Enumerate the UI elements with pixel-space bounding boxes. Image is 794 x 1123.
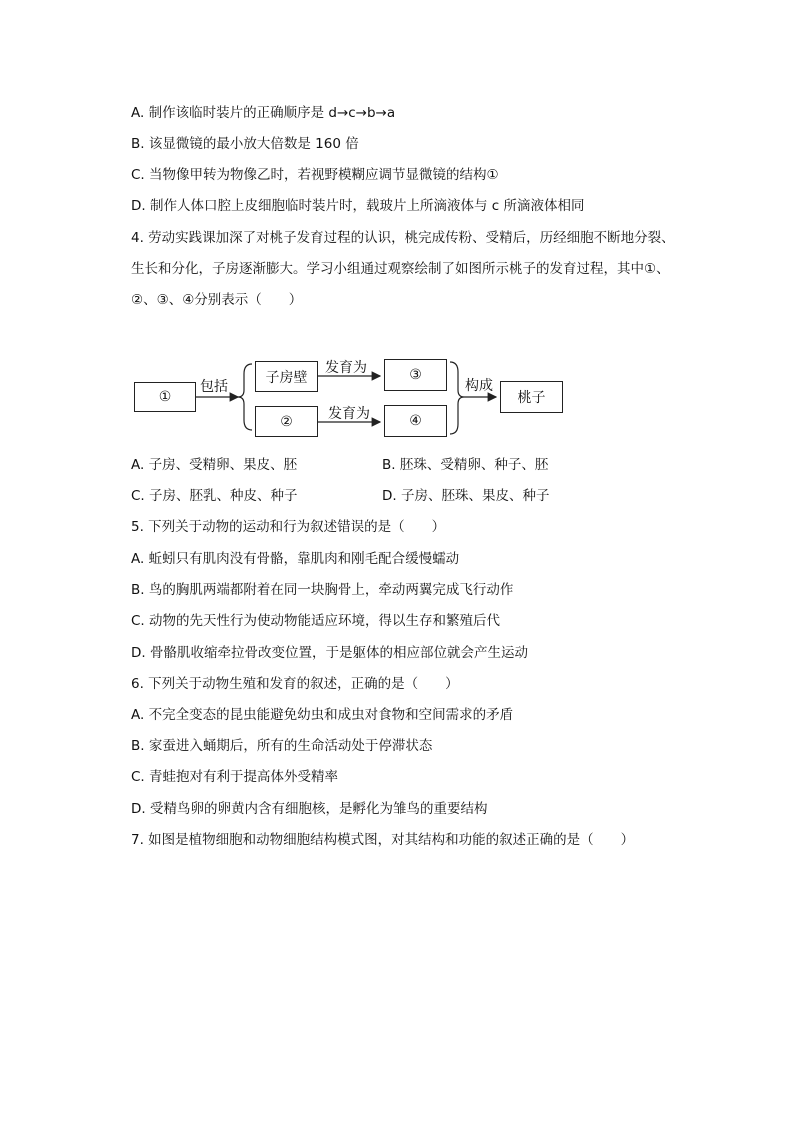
q6-option-b: B. 家蚕进入蛹期后，所有的生命活动处于停滞状态 — [131, 738, 433, 754]
develop-label-bottom: 发育为 — [328, 406, 370, 422]
q4-option-b: B. 胚珠、受精卵、种子、胚 — [382, 457, 549, 473]
q5-option-d: D. 骨骼肌收缩牵拉骨改变位置，于是躯体的相应部位就会产生运动 — [131, 645, 528, 661]
box-2: ② — [255, 406, 318, 437]
include-label: 包括 — [200, 379, 228, 395]
left-brace — [238, 364, 252, 430]
box-4: ④ — [384, 405, 447, 437]
q4-option-a: A. 子房、受精卵、果皮、胚 — [131, 457, 298, 473]
q5-stem: 5. 下列关于动物的运动和行为叙述错误的是（ ） — [131, 519, 446, 535]
q6-option-d: D. 受精鸟卵的卵黄内含有细胞核，是孵化为雏鸟的重要结构 — [131, 801, 488, 817]
q4-stem-line-1: 4. 劳动实践课加深了对桃子发育过程的认识，桃完成传粉、受精后，历经细胞不断地分裂、 — [131, 230, 675, 246]
q6-option-a: A. 不完全变态的昆虫能避免幼虫和成虫对食物和空间需求的矛盾 — [131, 707, 514, 723]
q4-stem-line-2: 生长和分化，子房逐渐膨大。学习小组通过观察绘制了如图所示桃子的发育过程，其中①、 — [131, 261, 670, 277]
q7-stem: 7. 如图是植物细胞和动物细胞结构模式图，对其结构和功能的叙述正确的是（ ） — [131, 832, 635, 848]
q3-option-a: A. 制作该临时装片的正确顺序是 d→c→b→a — [131, 105, 396, 121]
peach-box: 桃子 — [500, 381, 563, 413]
q3-option-c: C. 当物像甲转为物像乙时，若视野模糊应调节显微镜的结构① — [131, 167, 499, 183]
q6-stem: 6. 下列关于动物生殖和发育的叙述，正确的是（ ） — [131, 676, 459, 692]
ovary-wall-box: 子房壁 — [255, 361, 318, 392]
q3-option-d: D. 制作人体口腔上皮细胞临时装片时，载玻片上所滴液体与 c 所滴液体相同 — [131, 198, 585, 214]
q5-option-a: A. 蚯蚓只有肌肉没有骨骼，靠肌肉和刚毛配合缓慢蠕动 — [131, 551, 460, 567]
form-label: 构成 — [465, 378, 493, 394]
develop-label-top: 发育为 — [325, 360, 367, 376]
q4-stem-line-3: ②、③、④分别表示（ ） — [131, 292, 303, 308]
box-3: ③ — [384, 359, 447, 391]
q4-option-c: C. 子房、胚乳、种皮、种子 — [131, 488, 298, 504]
q3-option-b: B. 该显微镜的最小放大倍数是 160 倍 — [131, 136, 359, 152]
q5-option-c: C. 动物的先天性行为使动物能适应环境，得以生存和繁殖后代 — [131, 613, 501, 629]
box-1: ① — [134, 382, 196, 412]
q4-option-d: D. 子房、胚珠、果皮、种子 — [382, 488, 550, 504]
q6-option-c: C. 青蛙抱对有利于提高体外受精率 — [131, 769, 339, 785]
right-brace — [450, 362, 464, 434]
q5-option-b: B. 鸟的胸肌两端都附着在同一块胸骨上，牵动两翼完成飞行动作 — [131, 582, 514, 598]
